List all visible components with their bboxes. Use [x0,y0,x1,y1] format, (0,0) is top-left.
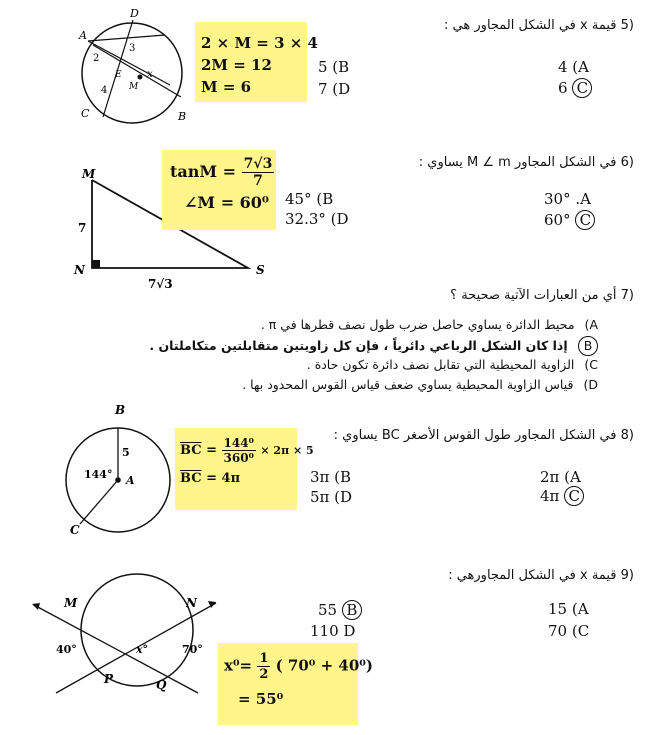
q5-option-a[interactable]: 4 (A [558,58,589,76]
q8-label-angle: 144° [84,468,113,481]
q9-number: (9 [620,568,634,583]
q9-label-p: P [104,672,114,686]
q7-prompt [450,288,634,303]
q9-answer-circle: B [342,600,362,620]
q5-figure [75,5,195,130]
q5-label-b: B [178,110,187,123]
q5-option-c-value: 6 [558,79,568,97]
q8-option-d[interactable]: 5π (D [310,488,353,506]
q7-letter-a: A) [584,317,598,332]
q8-number: (8 [620,428,634,443]
q7-text-a: محيط الدائرة يساوي حاصل ضرب طول نصف قطرها في π . [260,317,575,332]
q9-label-40: 40° [56,643,77,656]
q6-label-n: N [74,263,85,277]
q9-solution-sum: ( 70⁰ + 40⁰) [275,656,373,675]
q7-text-b: إذا كان الشكل الرباعي دائرياً ، فإن كل زاويتين متقابلتين متكاملتان . [149,338,568,353]
q8-solution-arc: $\overline{BC}$ [180,443,202,458]
q9-solution-lhs: x⁰= [224,656,253,675]
q6-fraction-denominator: 7 [253,173,263,189]
q9-option-d[interactable] [310,622,355,640]
q5-label-4: 4 [101,85,108,96]
q6-option-b[interactable]: 45° (B [285,190,334,208]
q9-label-70: 70° [182,643,203,656]
q5-prompt [444,18,634,33]
q6-option-c[interactable] [544,210,595,230]
q6-solution-tan: tanM = [170,162,237,181]
q6-fraction-numerator: 7√3 [243,156,273,172]
q5-label-e: E [115,70,122,80]
q9-option-a[interactable]: 15 (A [548,600,589,618]
q9-half-numerator: 1 [259,651,269,666]
q5-solution-line-2: 2M = 12 [201,56,272,74]
q9-half-denominator: 2 [259,667,269,682]
q8-prompt-text: في الشكل المجاور طول القوس الأصغر BC يساوي : [333,428,617,443]
q8-label-b: B [115,403,126,417]
q9-option-d-value: 110 [310,622,339,640]
q9-prompt-text: قيمة x في الشكل المجاورهي : [448,568,617,583]
q8-option-b[interactable]: 3π (B [310,468,352,486]
q8-fraction-numerator: 144⁰ [223,436,254,450]
q9-option-d-letter: D [343,622,356,640]
q9-label-n: N [186,596,197,610]
q9-figure [30,565,220,700]
q6-prompt-text: في الشكل المجاور M ∠ m يساوي : [418,155,617,170]
q6-option-c-value: 60° [544,211,571,229]
q8-answer-circle: C [564,486,584,506]
q8-option-c-value: 4π [540,487,560,505]
q8-option-a[interactable]: 2π (A [540,468,581,486]
q9-option-b[interactable] [318,600,362,620]
q5-solution-line-1: 2 × M = 3 × 4 [201,34,318,52]
q8-label-radius: 5 [122,446,130,459]
q6-option-d[interactable]: 32.3° (D [285,210,349,228]
q6-label-side: 7 [78,221,87,235]
q9-prompt [448,568,634,583]
q7-prompt-text: أي من العبارات الآتية صحيحة ؟ [450,288,617,303]
q8-solution-multiplier: × 2π × 5 [260,444,314,457]
q5-label-2: 2 [93,53,100,64]
q6-label-m: M [82,167,96,181]
q7-statement-b[interactable] [149,336,598,356]
q5-label-d: D [130,7,139,20]
q9-option-b-value: 55 [318,601,338,619]
q6-label-base: 7√3 [148,277,173,291]
q6-solution-angle: ∠M = 60⁰ [184,193,269,212]
q7-text-c: الزاوية المحيطية التي تقابل نصف دائرة تكون حادة . [306,357,575,372]
q5-number: (5 [620,18,634,33]
q6-solution-note [162,150,276,230]
q8-solution-result: = 4π [206,471,241,486]
q5-solution-note [195,22,318,102]
q7-letter-c: C) [584,357,598,372]
q9-option-c[interactable]: 70 (C [548,622,590,640]
q5-option-c[interactable] [558,78,592,98]
q5-label-3: 3 [129,43,136,54]
q8-solution-equals: = [206,443,218,458]
q8-figure [62,400,192,540]
q5-answer-circle: C [572,78,592,98]
q7-statement-a[interactable] [261,317,598,332]
q8-solution-note [175,428,314,510]
q6-number: (6 [620,155,634,170]
q9-label-x: x° [136,643,149,656]
q8-label-c: C [70,523,80,537]
q7-letter-d: D) [583,377,598,392]
q6-prompt [419,155,634,170]
q9-solution-result: = 55⁰ [238,690,284,708]
q7-number: (7 [620,288,634,303]
q9-label-q: Q [156,678,167,692]
q5-label-a: A [79,29,87,42]
q5-option-d[interactable]: 7 (D [318,80,351,98]
q5-label-c: C [81,107,90,120]
q8-label-a: A [126,474,135,487]
q5-solution-line-3: M = 6 [201,78,252,96]
q5-option-b[interactable]: 5 (B [318,58,350,76]
q5-label-x: x [147,69,153,80]
q9-solution-note [218,643,373,725]
q5-prompt-text: قيمة x في الشكل المجاور هي : [444,18,617,33]
q9-label-m: M [64,596,78,610]
q8-prompt [334,428,634,443]
q6-answer-circle: C [575,210,595,230]
q9-solution-half [257,651,270,682]
q8-solution-fraction [222,436,256,465]
q6-option-a[interactable]: 30° .A [544,190,591,208]
q7-answer-circle: B [578,336,598,356]
q5-label-m: M [129,82,139,92]
q6-solution-fraction [242,156,275,189]
q7-statement-c[interactable] [307,357,598,372]
q7-text-d: قياس الزاوية المحيطية يساوي ضعف قياس القوس المحدود بها . [242,377,574,392]
q6-label-s: S [256,263,265,277]
q8-option-c[interactable] [540,486,584,506]
q7-statement-d[interactable] [242,377,598,392]
q8-fraction-denominator: 360⁰ [223,451,254,465]
q8-solution-arc-2: $\overline{BC}$ [180,471,202,486]
